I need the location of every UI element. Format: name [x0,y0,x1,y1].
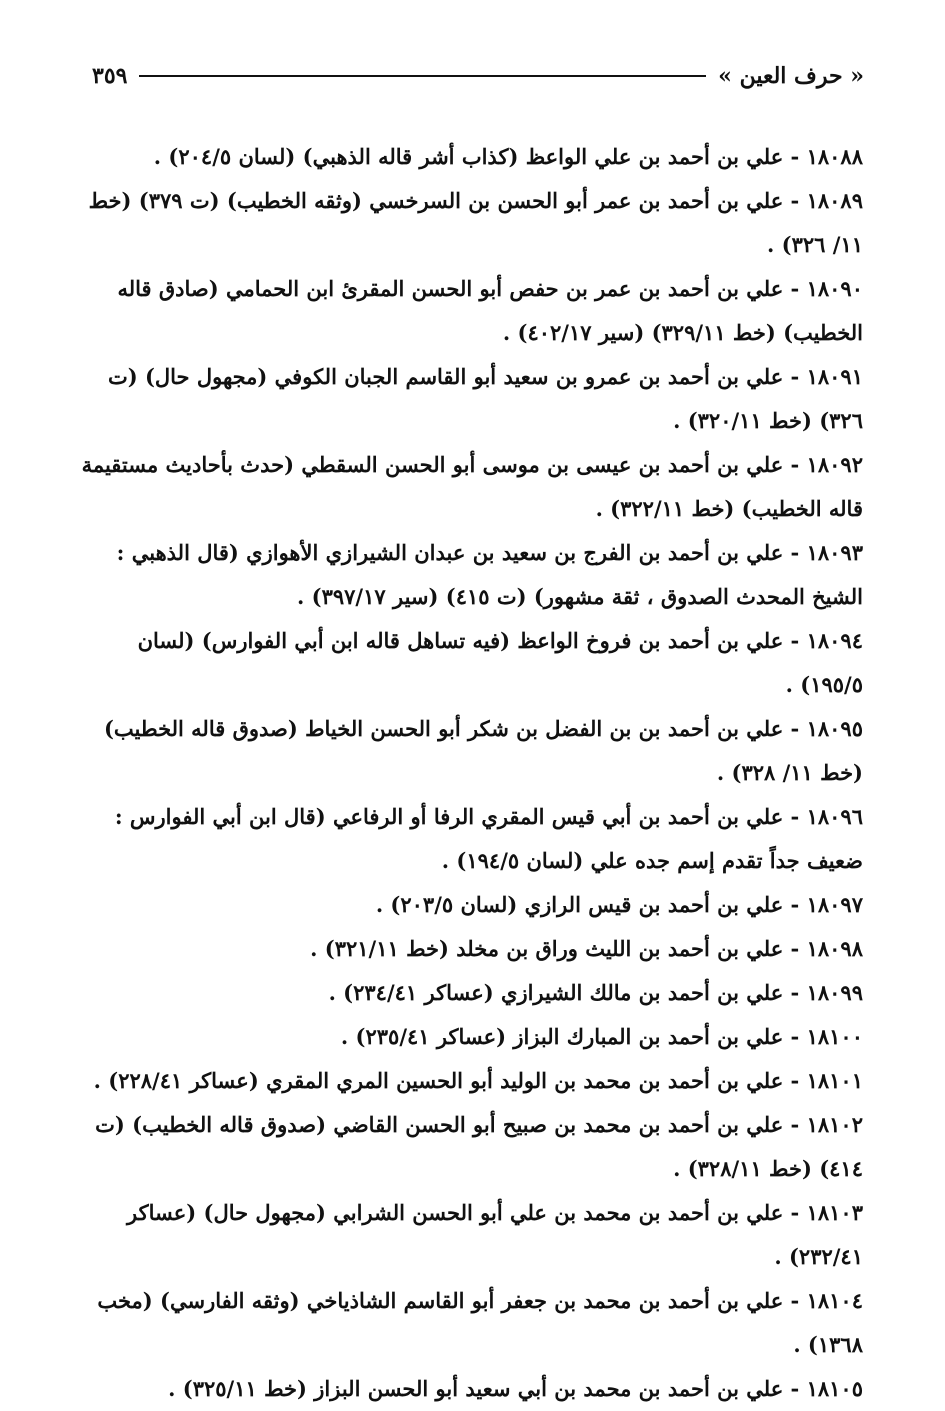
entry: ١٨٠٩٢ - علي بن أحمد بن عيسى بن موسى أبو الحسن السقطي (حدث بأحاديث مستقيمة قاله الخطيب) (خط ٣٢٢/١١) . [81,452,863,521]
entry-text: علي بن أحمد بن عمر بن حفص أبو الحسن المقرئ ابن الحمامي (صادق قاله الخطيب) (خط ٣٢٩/١١) (سير ٤٠٢/١٧) . [117,276,863,345]
entry-number: ١٨٠٩٥ [806,716,863,741]
entries-list [78,135,863,1411]
entry: ١٨٠٨٩ - علي بن أحمد بن عمر أبو الحسن بن السرخسي (وثقه الخطيب) (ت ٣٧٩) (خط ١١/ ٣٢٦) . [88,188,863,257]
entry-number: ١٨٠٩٨ [806,936,863,961]
entry-text: علي بن أحمد بن محمد بن أبي سعيد أبو الحسن البزاز (خط ٣٢٥/١١) . [168,1376,784,1401]
entry: ١٨٠٩١ - علي بن أحمد بن عمرو بن سعيد أبو القاسم الجبان الكوفي (مجهول حال) (ت ٣٢٦) (خط ٣٢٠/١١) . [107,364,863,433]
page-number: ٣٥٩ [92,63,128,89]
entry-number: ١٨١٠٤ [806,1288,863,1313]
entry-text: علي بن أحمد بن فروخ الواعظ (فيه تساهل قاله ابن أبي الفوارس) (لسان ١٩٥/٥) . [137,628,863,697]
entry: ١٨١٠٠ - علي بن أحمد بن المبارك البزاز (عساكر ٢٣٥/٤١) . [340,1024,863,1049]
entry-number: ١٨١٠٠ [806,1024,863,1049]
entry-text: علي بن أحمد بن محمد بن الوليد أبو الحسين المري المقري (عساكر ٢٢٨/٤١) . [93,1068,784,1093]
entry: ١٨٠٩٠ - علي بن أحمد بن عمر بن حفص أبو الحسن المقرئ ابن الحمامي (صادق قاله الخطيب) (خط ٣٢٩/١١) (سير ٤٠٢/١٧) . [117,276,863,345]
entry: ١٨١٠٣ - علي بن أحمد بن محمد بن علي أبو الحسن الشرابي (مجهول حال) (عساكر ٢٣٢/٤١) . [127,1200,863,1269]
entry-text: علي بن أحمد بن بن الفضل بن شكر أبو الحسن الخياط (صدوق قاله الخطيب) (خط ١١/ ٣٢٨) . [103,716,863,785]
entry: ١٨١٠٥ - علي بن أحمد بن محمد بن أبي سعيد أبو الحسن البزاز (خط ٣٢٥/١١) . [168,1376,863,1401]
entry-number: ١٨٠٩٦ [806,804,863,829]
entry-text: علي بن أحمد بن عمرو بن سعيد أبو القاسم الجبان الكوفي (مجهول حال) (ت ٣٢٦) (خط ٣٢٠/١١) . [107,364,863,433]
entry-number: ١٨٠٨٩ [806,188,863,213]
entry: ١٨١٠١ - علي بن أحمد بن محمد بن الوليد أبو الحسين المري المقري (عساكر ٢٢٨/٤١) . [93,1068,863,1093]
entry: ١٨١٠٤ - علي بن أحمد بن محمد بن جعفر أبو القاسم الشاذياخي (وثقه الفارسي) (مخب ١٣٦٨) . [97,1288,863,1357]
entry-text: علي بن أحمد بن عيسى بن موسى أبو الحسن السقطي (حدث بأحاديث مستقيمة قاله الخطيب) (خط ٣٢٢/١١) . [81,452,863,521]
chapter-title: « حرف العين » [718,63,864,89]
entry-text: علي بن أحمد بن علي الواعظ (كذاب أشر قاله الذهبي) (لسان ٢٠٤/٥) . [153,144,784,169]
entry-number: ١٨٠٩٧ [806,892,863,917]
entry: ١٨٠٩٤ - علي بن أحمد بن فروخ الواعظ (فيه تساهل قاله ابن أبي الفوارس) (لسان ١٩٥/٥) . [137,628,863,697]
entry-number: ١٨٠٩٢ [806,452,863,477]
entry-text: علي بن أحمد بن محمد بن علي أبو الحسن الشرابي (مجهول حال) (عساكر ٢٣٢/٤١) . [127,1200,863,1269]
entry: ١٨٠٨٨ - علي بن أحمد بن علي الواعظ (كذاب أشر قاله الذهبي) (لسان ٢٠٤/٥) . [153,144,863,169]
entry: ١٨٠٩٣ - علي بن أحمد بن الفرج بن سعيد بن عبدان الشيرازي الأهوازي (قال الذهبي : الشيخ المحدث الصدوق ، ثقة مشهور) (ت ٤١٥) (سير ٣٩٧/١٧) . [116,540,863,609]
entry-text: علي بن أحمد بن محمد بن صبيح أبو الحسن القاضي (صدوق قاله الخطيب) (ت ٤١٤) (خط ٣٢٨/١١) . [95,1112,863,1181]
entry: ١٨٠٩٩ - علي بن أحمد بن مالك الشيرازي (عساكر ٢٣٤/٤١) . [328,980,863,1005]
entry-text: علي بن أحمد بن الفرج بن سعيد بن عبدان الشيرازي الأهوازي (قال الذهبي : الشيخ المحدث الصدوق ، ثقة مشهور) (ت ٤١٥) (سير ٣٩٧/١٧) . [116,540,863,609]
entry-number: ١٨١٠١ [806,1068,863,1093]
entry-number: ١٨١٠٢ [806,1112,863,1137]
entry-text: علي بن أحمد بن محمد بن جعفر أبو القاسم الشاذياخي (وثقه الفارسي) (مخب ١٣٦٨) . [97,1288,863,1357]
entry-text: علي بن أحمد بن مالك الشيرازي (عساكر ٢٣٤/٤١) . [328,980,784,1005]
entry: ١٨٠٩٥ - علي بن أحمد بن بن الفضل بن شكر أبو الحسن الخياط (صدوق قاله الخطيب) (خط ١١/ ٣٢٨) . [103,716,863,785]
entry-number: ١٨٠٩١ [806,364,863,389]
entry-text: علي بن أحمد بن الليث وراق بن مخلد (خط ٣٢١/١١) . [310,936,784,961]
entry-text: علي بن أحمد بن أبي قيس المقري الرفا أو الرفاعي (قال ابن أبي الفوارس : ضعيف جداً تقدم إسم جده علي (لسان ١٩٤/٥) . [114,804,863,873]
entry-number: ١٨٠٨٨ [806,144,863,169]
entry: ١٨٠٩٨ - علي بن أحمد بن الليث وراق بن مخلد (خط ٣٢١/١١) . [310,936,863,961]
entry-number: ١٨٠٩٤ [806,628,863,653]
entry-number: ١٨١٠٣ [806,1200,863,1225]
entry-text: علي بن أحمد بن عمر أبو الحسن بن السرخسي (وثقه الخطيب) (ت ٣٧٩) (خط ١١/ ٣٢٦) . [88,188,863,257]
header-rule [139,75,706,77]
page-header [92,60,864,92]
entry: ١٨٠٩٧ - علي بن أحمد بن قيس الرازي (لسان ٢٠٣/٥) . [375,892,863,917]
entry: ١٨١٠٢ - علي بن أحمد بن محمد بن صبيح أبو الحسن القاضي (صدوق قاله الخطيب) (ت ٤١٤) (خط ٣٢٨/١١) . [95,1112,863,1181]
entry-text: علي بن أحمد بن المبارك البزاز (عساكر ٢٣٥/٤١) . [340,1024,784,1049]
entry-number: ١٨٠٩٩ [806,980,863,1005]
entry-number: ١٨٠٩٠ [806,276,863,301]
entry-number: ١٨٠٩٣ [806,540,863,565]
entry-text: علي بن أحمد بن قيس الرازي (لسان ٢٠٣/٥) . [375,892,784,917]
entry: ١٨٠٩٦ - علي بن أحمد بن أبي قيس المقري الرفا أو الرفاعي (قال ابن أبي الفوارس : ضعيف جداً تقدم إسم جده علي (لسان ١٩٤/٥) . [114,804,863,873]
entry-number: ١٨١٠٥ [806,1376,863,1401]
